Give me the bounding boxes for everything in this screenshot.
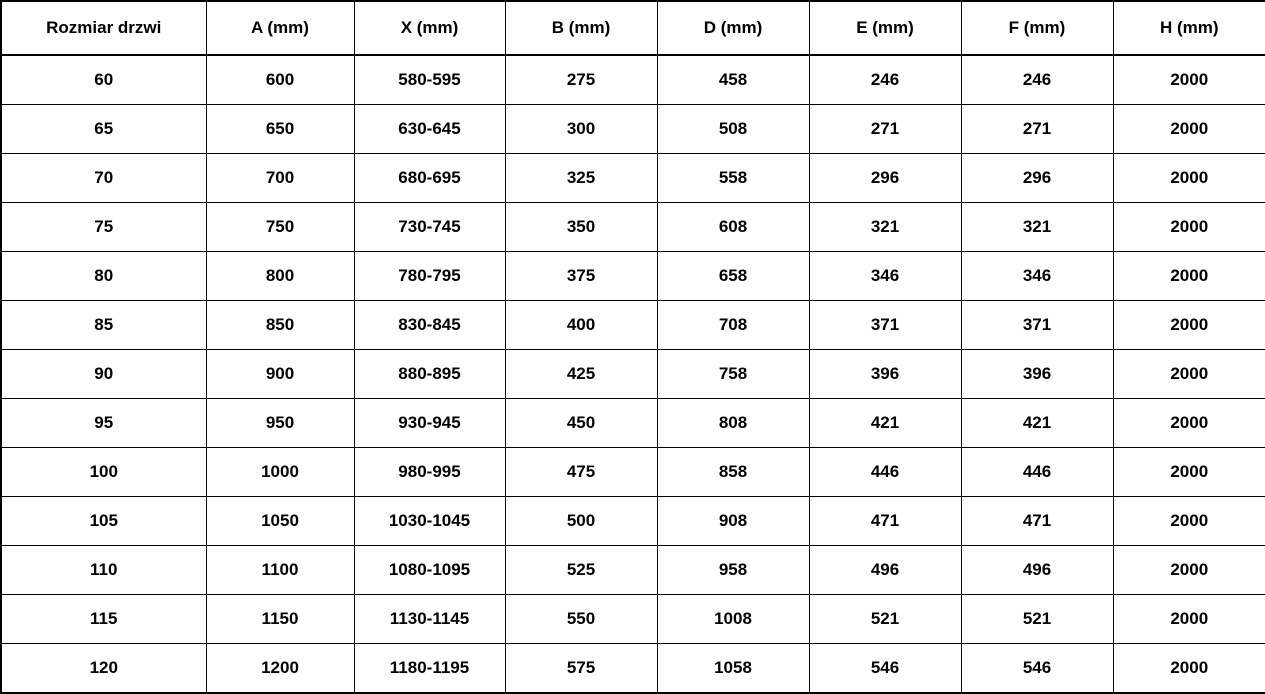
cell-d: 658 bbox=[657, 252, 809, 301]
cell-b: 275 bbox=[505, 55, 657, 105]
cell-x: 980-995 bbox=[354, 448, 505, 497]
cell-h: 2000 bbox=[1113, 203, 1265, 252]
cell-x: 1130-1145 bbox=[354, 595, 505, 644]
table-row bbox=[1, 301, 1265, 350]
column-header-a: A (mm) bbox=[206, 1, 354, 55]
table-row bbox=[1, 252, 1265, 301]
cell-x: 930-945 bbox=[354, 399, 505, 448]
cell-door-size: 85 bbox=[1, 301, 206, 350]
cell-e: 496 bbox=[809, 546, 961, 595]
cell-b: 450 bbox=[505, 399, 657, 448]
cell-x: 880-895 bbox=[354, 350, 505, 399]
cell-e: 321 bbox=[809, 203, 961, 252]
cell-x: 1180-1195 bbox=[354, 644, 505, 694]
cell-b: 400 bbox=[505, 301, 657, 350]
cell-d: 858 bbox=[657, 448, 809, 497]
table-row bbox=[1, 55, 1265, 105]
table-row bbox=[1, 448, 1265, 497]
cell-d: 908 bbox=[657, 497, 809, 546]
table-row bbox=[1, 595, 1265, 644]
cell-d: 508 bbox=[657, 105, 809, 154]
cell-h: 2000 bbox=[1113, 595, 1265, 644]
cell-e: 246 bbox=[809, 55, 961, 105]
cell-x: 1080-1095 bbox=[354, 546, 505, 595]
cell-door-size: 70 bbox=[1, 154, 206, 203]
table-row bbox=[1, 399, 1265, 448]
cell-x: 630-645 bbox=[354, 105, 505, 154]
cell-d: 608 bbox=[657, 203, 809, 252]
column-header-d: D (mm) bbox=[657, 1, 809, 55]
cell-a: 1200 bbox=[206, 644, 354, 694]
cell-e: 521 bbox=[809, 595, 961, 644]
cell-b: 325 bbox=[505, 154, 657, 203]
cell-x: 730-745 bbox=[354, 203, 505, 252]
cell-f: 271 bbox=[961, 105, 1113, 154]
table-row bbox=[1, 644, 1265, 694]
table-header bbox=[1, 1, 1265, 55]
cell-a: 1150 bbox=[206, 595, 354, 644]
cell-f: 296 bbox=[961, 154, 1113, 203]
column-header-f: F (mm) bbox=[961, 1, 1113, 55]
cell-door-size: 80 bbox=[1, 252, 206, 301]
cell-b: 550 bbox=[505, 595, 657, 644]
cell-d: 708 bbox=[657, 301, 809, 350]
cell-f: 471 bbox=[961, 497, 1113, 546]
cell-d: 808 bbox=[657, 399, 809, 448]
cell-f: 496 bbox=[961, 546, 1113, 595]
cell-d: 458 bbox=[657, 55, 809, 105]
cell-f: 321 bbox=[961, 203, 1113, 252]
cell-h: 2000 bbox=[1113, 546, 1265, 595]
cell-f: 371 bbox=[961, 301, 1113, 350]
cell-door-size: 105 bbox=[1, 497, 206, 546]
cell-b: 350 bbox=[505, 203, 657, 252]
cell-d: 1058 bbox=[657, 644, 809, 694]
cell-a: 800 bbox=[206, 252, 354, 301]
cell-door-size: 120 bbox=[1, 644, 206, 694]
cell-d: 758 bbox=[657, 350, 809, 399]
cell-e: 546 bbox=[809, 644, 961, 694]
column-header-x: X (mm) bbox=[354, 1, 505, 55]
cell-b: 575 bbox=[505, 644, 657, 694]
cell-b: 525 bbox=[505, 546, 657, 595]
cell-h: 2000 bbox=[1113, 55, 1265, 105]
cell-a: 1100 bbox=[206, 546, 354, 595]
cell-d: 558 bbox=[657, 154, 809, 203]
cell-door-size: 95 bbox=[1, 399, 206, 448]
cell-a: 850 bbox=[206, 301, 354, 350]
table-row bbox=[1, 203, 1265, 252]
cell-f: 546 bbox=[961, 644, 1113, 694]
cell-a: 950 bbox=[206, 399, 354, 448]
cell-e: 471 bbox=[809, 497, 961, 546]
table-row bbox=[1, 105, 1265, 154]
cell-e: 296 bbox=[809, 154, 961, 203]
cell-h: 2000 bbox=[1113, 154, 1265, 203]
cell-a: 750 bbox=[206, 203, 354, 252]
cell-h: 2000 bbox=[1113, 252, 1265, 301]
cell-door-size: 110 bbox=[1, 546, 206, 595]
cell-h: 2000 bbox=[1113, 350, 1265, 399]
cell-h: 2000 bbox=[1113, 448, 1265, 497]
cell-e: 396 bbox=[809, 350, 961, 399]
cell-f: 446 bbox=[961, 448, 1113, 497]
cell-e: 421 bbox=[809, 399, 961, 448]
cell-e: 346 bbox=[809, 252, 961, 301]
cell-h: 2000 bbox=[1113, 497, 1265, 546]
cell-x: 1030-1045 bbox=[354, 497, 505, 546]
cell-h: 2000 bbox=[1113, 301, 1265, 350]
cell-x: 580-595 bbox=[354, 55, 505, 105]
header-row bbox=[1, 1, 1265, 55]
cell-x: 780-795 bbox=[354, 252, 505, 301]
cell-a: 650 bbox=[206, 105, 354, 154]
cell-d: 958 bbox=[657, 546, 809, 595]
table-row bbox=[1, 350, 1265, 399]
cell-a: 700 bbox=[206, 154, 354, 203]
cell-b: 475 bbox=[505, 448, 657, 497]
cell-d: 1008 bbox=[657, 595, 809, 644]
cell-h: 2000 bbox=[1113, 644, 1265, 694]
column-header-door-size: Rozmiar drzwi bbox=[1, 1, 206, 55]
cell-f: 521 bbox=[961, 595, 1113, 644]
table-row bbox=[1, 154, 1265, 203]
cell-a: 900 bbox=[206, 350, 354, 399]
cell-b: 375 bbox=[505, 252, 657, 301]
table-row bbox=[1, 546, 1265, 595]
cell-f: 396 bbox=[961, 350, 1113, 399]
cell-f: 246 bbox=[961, 55, 1113, 105]
table-body bbox=[1, 55, 1265, 693]
cell-x: 830-845 bbox=[354, 301, 505, 350]
cell-door-size: 65 bbox=[1, 105, 206, 154]
cell-a: 1000 bbox=[206, 448, 354, 497]
cell-h: 2000 bbox=[1113, 399, 1265, 448]
column-header-b: B (mm) bbox=[505, 1, 657, 55]
cell-b: 300 bbox=[505, 105, 657, 154]
cell-e: 446 bbox=[809, 448, 961, 497]
cell-h: 2000 bbox=[1113, 105, 1265, 154]
cell-a: 1050 bbox=[206, 497, 354, 546]
cell-door-size: 100 bbox=[1, 448, 206, 497]
cell-door-size: 60 bbox=[1, 55, 206, 105]
table-row bbox=[1, 497, 1265, 546]
cell-a: 600 bbox=[206, 55, 354, 105]
cell-b: 500 bbox=[505, 497, 657, 546]
cell-b: 425 bbox=[505, 350, 657, 399]
cell-e: 271 bbox=[809, 105, 961, 154]
column-header-e: E (mm) bbox=[809, 1, 961, 55]
cell-door-size: 75 bbox=[1, 203, 206, 252]
cell-door-size: 90 bbox=[1, 350, 206, 399]
cell-f: 346 bbox=[961, 252, 1113, 301]
column-header-h: H (mm) bbox=[1113, 1, 1265, 55]
cell-f: 421 bbox=[961, 399, 1113, 448]
cell-x: 680-695 bbox=[354, 154, 505, 203]
cell-e: 371 bbox=[809, 301, 961, 350]
cell-door-size: 115 bbox=[1, 595, 206, 644]
